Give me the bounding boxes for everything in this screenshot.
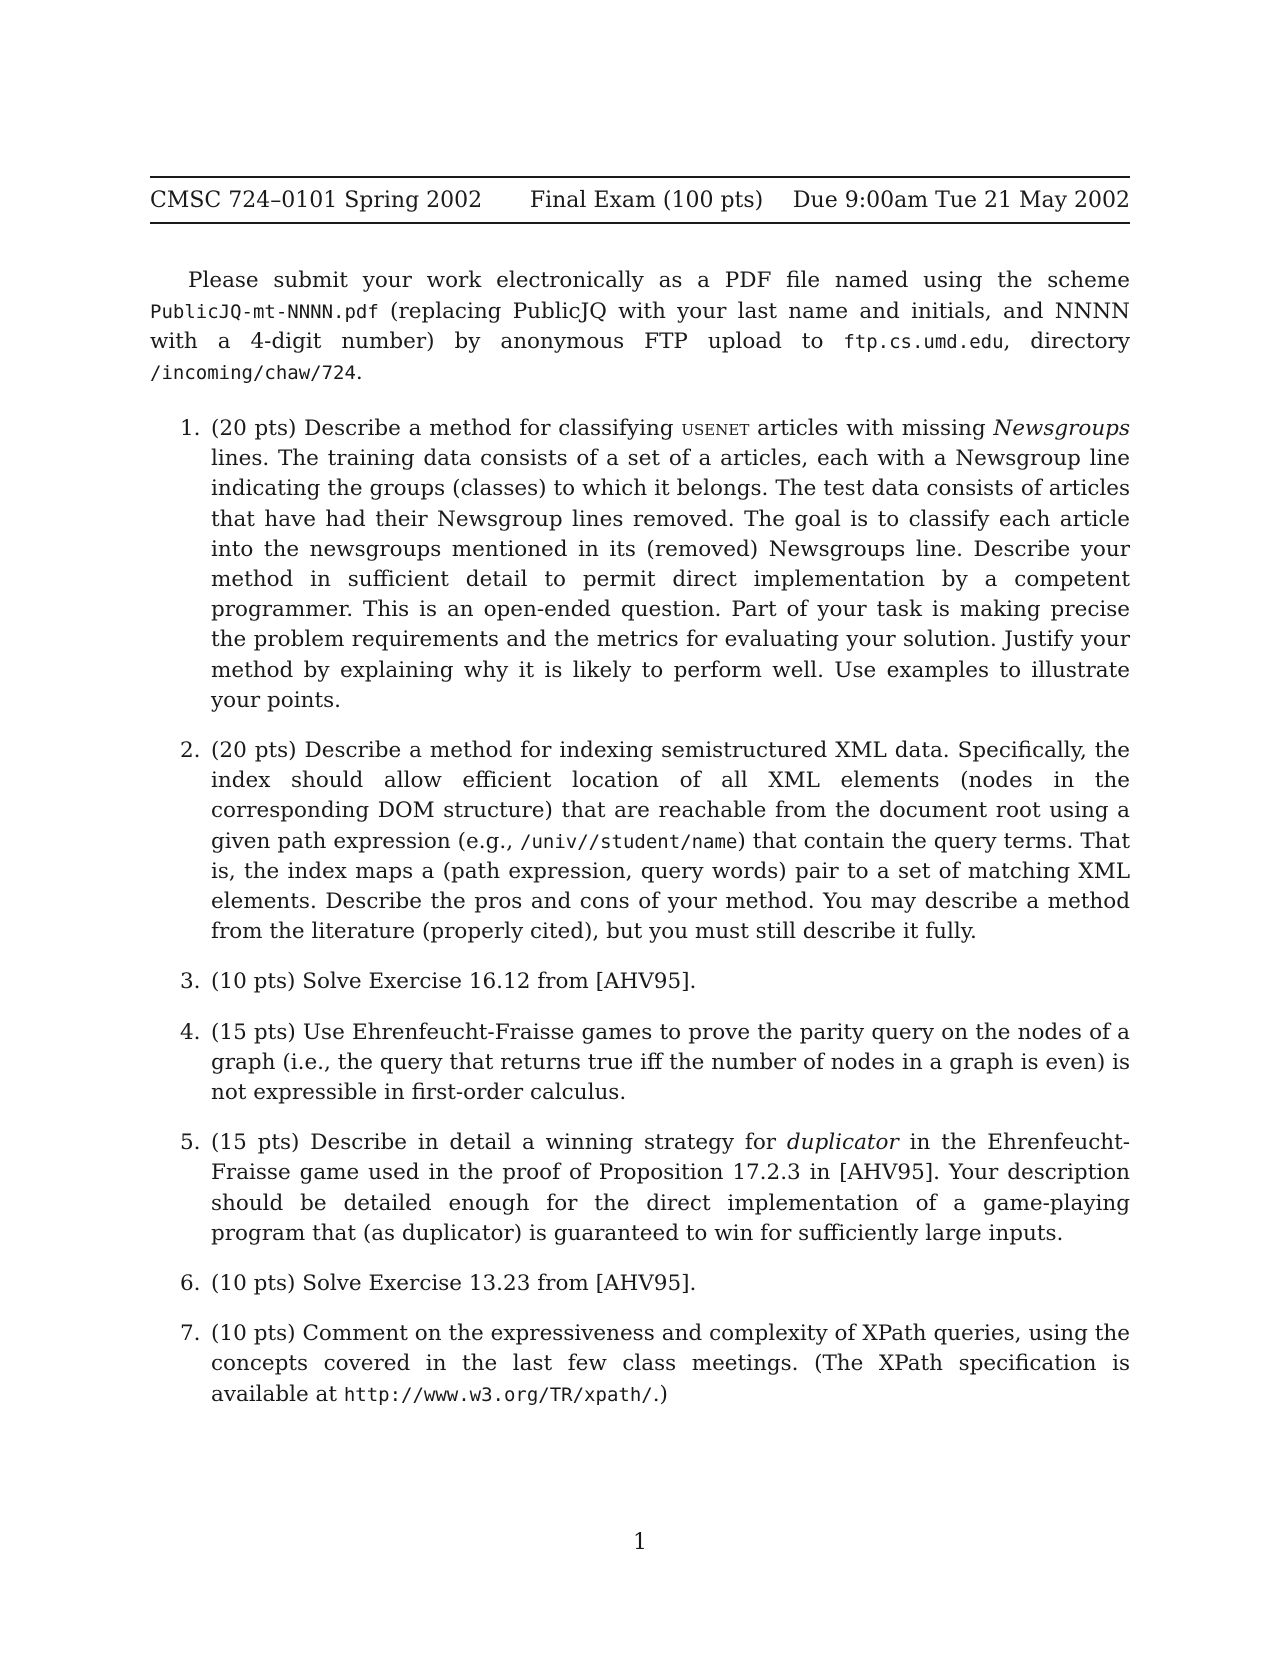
- question-text: (20 pts) Describe a method for classifying: [211, 416, 682, 441]
- question-list: [150, 414, 1130, 1410]
- question-2: [150, 736, 1130, 947]
- document-page: [150, 176, 1130, 1430]
- intro-text: (replacing PublicJQ with your last name and initials, and NNNN with a 4-digit number) by anonymous FTP upload to: [150, 298, 1130, 354]
- usenet-term: usenet: [681, 416, 750, 441]
- xpath-url[interactable]: http://www.w3.org/TR/xpath/: [343, 1383, 653, 1406]
- newsgroups-term: Newsgroups: [993, 416, 1130, 441]
- question-number: 6.: [180, 1271, 201, 1297]
- submission-instructions: [150, 266, 1130, 388]
- intro-text: , directory: [1003, 329, 1130, 354]
- question-1: [150, 414, 1130, 716]
- course-title: CMSC 724–0101 Spring 2002: [150, 187, 483, 213]
- question-number: 5.: [180, 1130, 201, 1156]
- question-number: 3.: [180, 969, 201, 995]
- question-text: .): [652, 1381, 668, 1407]
- question-text: articles with missing: [749, 416, 994, 441]
- question-number: 1.: [180, 416, 201, 441]
- page-number: 1: [633, 1530, 647, 1555]
- question-7: [150, 1319, 1130, 1410]
- ftp-host: ftp.cs.umd.edu: [843, 331, 1004, 353]
- exam-header: [150, 178, 1130, 222]
- exam-title: Final Exam (100 pts): [529, 187, 764, 213]
- question-number: 7.: [180, 1321, 201, 1347]
- question-4: [150, 1018, 1130, 1109]
- question-number: 4.: [180, 1019, 201, 1045]
- question-text: (10 pts) Solve Exercise 16.12 from [AHV95].: [211, 969, 697, 995]
- question-3: [150, 967, 1130, 997]
- ftp-directory: /incoming/chaw/724: [150, 361, 356, 384]
- filename-scheme: PublicJQ-mt-NNNN.pdf: [150, 300, 379, 323]
- question-text: in the Ehrenfeucht-Fraisse game used in the proof of Proposition 17.2.3 in [AHV95]. Your description should be detailed enough for the direct implementation of a game-playing program that (as duplicator) is guaranteed to win for sufficiently large inputs.: [211, 1130, 1130, 1246]
- question-text: (15 pts) Describe in detail a winning strategy for: [211, 1130, 787, 1156]
- question-text: (20 pts) Describe a method for indexing semistructured XML data. Specifically, the index should allow efficient location of all XML elements (nodes in the corresponding DOM structure) that are reachable from the document root using a given path expression (e.g.,: [211, 738, 1130, 854]
- due-date: Due 9:00am Tue 21 May 2002: [792, 187, 1130, 213]
- question-text: (15 pts) Use Ehrenfeucht-Fraisse games to prove the parity query on the nodes of a graph (i.e., the query that returns true iff the number of nodes in a graph is even) is not expressible in first-order calculus.: [211, 1019, 1130, 1106]
- question-text: (10 pts) Solve Exercise 13.23 from [AHV95].: [211, 1271, 697, 1297]
- question-text: ) that contain the query terms. That is, the index maps a (path expression, query words) pair to a set of matching XML elements. Describe the pros and cons of your method. You may describe a method from the literature (properly cited), but you must still describe it fully.: [211, 828, 1130, 945]
- duplicator-term: duplicator: [786, 1130, 899, 1156]
- intro-text: .: [355, 359, 363, 385]
- question-number: 2.: [180, 738, 201, 764]
- question-text: (10 pts) Comment on the expressiveness and complexity of XPath queries, using the concepts covered in the last few class meetings. (The XPath specification is available at: [211, 1321, 1130, 1407]
- header-bottom-rule: [150, 222, 1130, 224]
- path-expression: /univ//student/name: [520, 830, 738, 853]
- intro-text: Please submit your work electronically as a PDF file named using the scheme: [188, 268, 1130, 293]
- question-5: [150, 1128, 1130, 1249]
- question-6: [150, 1269, 1130, 1299]
- question-text: lines. The training data consists of a set of a articles, each with a Newsgroup line indicating the groups (classes) to which it belongs. The test data consists of articles that have had their Newsgroup lines removed. The goal is to classify each article into the newsgroups mentioned in its (removed) Newsgroups line. Describe your method in sufficient detail to permit direct implementation by a competent programmer. This is an open-ended question. Part of your task is making precise the problem requirements and the metrics for evaluating your solution. Justify your method by explaining why it is likely to perform well. Use examples to illustrate your points.: [211, 446, 1130, 713]
